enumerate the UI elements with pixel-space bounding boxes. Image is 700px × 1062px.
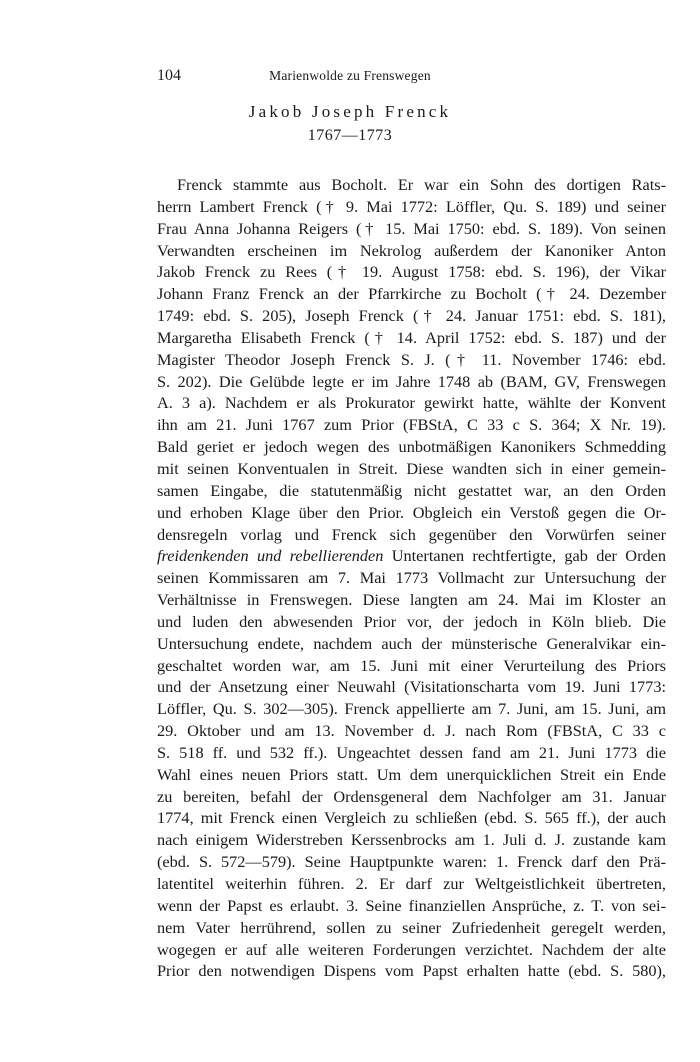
text-line: Verhältnisse in Frenswegen. Diese langten am 24. Mai im Kloster an [157, 590, 666, 610]
text-line: S. 202). Die Gelübde legte er im Jahre 1748 ab (BAM, GV, Frenswegen [157, 371, 666, 391]
text-line: geschaltet worden war, am 15. Juni mit einer Verurteilung des Priors [157, 655, 666, 675]
text-line: densregeln vorlag und Frenck sich gegenüber den Vorwürfen seiner [157, 524, 666, 544]
text-line: Wahl eines neuen Priors statt. Um dem unerquicklichen Streit ein Ende [157, 764, 666, 784]
text-line: Verwandten erscheinen im Nekrolog außerdem der Kanoniker Anton [157, 240, 666, 260]
text-line: wogegen er auf alle weiteren Forderungen verzichtet. Nachdem der alte [157, 939, 666, 959]
text-line: Magister Theodor Joseph Frenck S. J. († 11. November 1746: ebd. [157, 349, 666, 369]
text-line: und luden den abwesenden Prior vor, der jedoch in Köln blieb. Die [157, 611, 666, 631]
section-heading-dates: 1767—1773 [307, 127, 393, 144]
text-line: seinen Kommissaren am 7. Mai 1773 Vollmacht zur Untersuchung der [157, 568, 666, 588]
text-line-rest: Untertanen rechtfertigte, gab der Orden [383, 546, 666, 566]
text-line: nach einigem Widerstreben Kerssenbrocks am 1. Juli d. J. zustande kam [157, 830, 666, 850]
text-line: und der Ansetzung einer Neuwahl (Visitationscharta vom 19. Juni 1773: [157, 677, 666, 697]
text-line: Löffler, Qu. S. 302—305). Frenck appellierte am 7. Juni, am 15. Juni, am [157, 699, 666, 719]
text-line: 29. Oktober und am 13. November d. J. nach Rom (FBStA, C 33 c [157, 721, 666, 741]
text-line: Untersuchung endete, nachdem auch der münsterische Generalvikar ein- [157, 633, 666, 653]
text-line: Frenck stammte aus Bocholt. Er war ein Sohn des dortigen Rats- [177, 175, 666, 194]
text-line: Prior den notwendigen Dispens vom Papst erhalten hatte (ebd. S. 580), [157, 961, 666, 981]
body-text [157, 174, 666, 982]
text-line: Johann Franz Frenck an der Pfarrkirche zu Bocholt († 24. Dezember [157, 284, 666, 304]
text-line: Margaretha Elisabeth Frenck († 14. April 1752: ebd. S. 187) und der [157, 327, 666, 347]
text-line: 1749: ebd. S. 205), Joseph Frenck († 24. Januar 1751: ebd. S. 181), [157, 306, 666, 326]
text-line: A. 3 a). Nachdem er als Prokurator gewirkt hatte, wählte der Konvent [157, 393, 666, 413]
italic-phrase: freidenkenden und rebellierenden [157, 546, 384, 566]
text-line: wenn der Papst es erlaubt. 3. Seine finanziellen Ansprüche, z. T. von sei- [157, 895, 666, 915]
text-line: ihn am 21. Juni 1767 zum Prior (FBStA, C 33 c S. 364; X Nr. 19). [157, 415, 666, 435]
section-heading-name: Jakob Joseph Frenck [248, 102, 452, 121]
text-line: samen Eingabe, die statutenmäßig nicht gestattet war, an den Orden [157, 480, 666, 500]
text-line: und erhoben Klage über den Prior. Obgleich ein Verstoß gegen die Or- [157, 502, 666, 522]
text-line [157, 545, 666, 567]
running-title: Marienwolde zu Frenswegen [269, 68, 431, 83]
text-line: zu bereiten, befahl der Ordensgeneral dem Nachfolger am 31. Januar [157, 786, 666, 806]
text-line: Jakob Frenck zu Rees († 19. August 1758: ebd. S. 196), der Vikar [157, 262, 666, 282]
page-number: 104 [157, 67, 181, 84]
text-line: mit seinen Konventualen in Streit. Diese wandten sich in einer gemein- [157, 458, 666, 478]
text-line: Bald geriet er jedoch wegen des unbotmäßigen Kanonikers Schmedding [157, 437, 666, 457]
text-line: (ebd. S. 572—579). Seine Hauptpunkte waren: 1. Frenck darf den Prä- [157, 852, 666, 872]
text-line: nem Vater herrührend, sollen zu seiner Zufriedenheit geregelt werden, [157, 917, 666, 937]
running-head [0, 66, 700, 86]
text-line: latentitel weiterhin führen. 2. Er darf zur Weltgeistlichkeit übertreten, [157, 874, 666, 893]
text-line: herrn Lambert Frenck († 9. Mai 1772: Löffler, Qu. S. 189) und seiner [157, 196, 666, 216]
text-line: S. 518 ff. und 532 ff.). Ungeachtet dessen fand am 21. Juni 1773 die [157, 742, 666, 762]
text-line: Frau Anna Johanna Reigers († 15. Mai 1750: ebd. S. 189). Von seinen [157, 218, 666, 238]
text-line: 1774, mit Frenck einen Vergleich zu schließen (ebd. S. 565 ff.), der auch [157, 808, 666, 828]
